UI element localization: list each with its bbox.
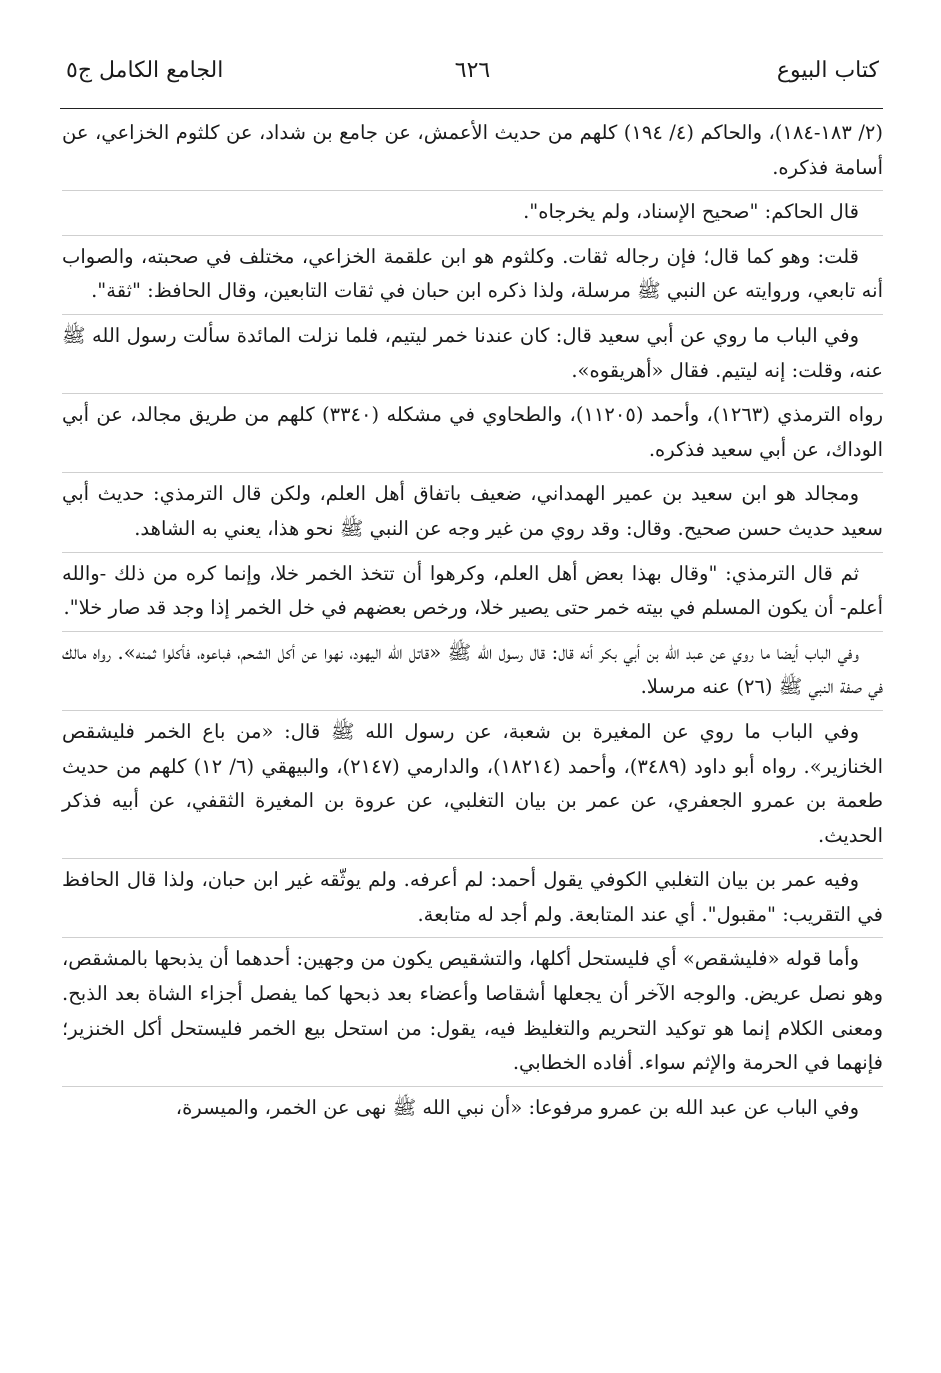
paragraph-6: ومجالد هو ابن سعيد بن عمير الهمداني، ضعيف باتفاق أهل العلم، ولكن قال الترمذي: حديث أبي سعيد حديث حسن صحيح. وقال: وقد روي من غير وجه عن النبي ﷺ نحو هذا، يعني به الشاهد. — [62, 472, 883, 546]
paragraph-11: وأما قوله «فليشقص» أي فليستحل أكلها، والتشقيص يكون من وجهين: أحدهما أن يذبحها بالمشقص، وهو نصل عريض. والوجه الآخر أن يجعلها أشقاصا وأعضاء بعد ذبحها كما يفصل أجزاء الشاة بعد الذبح. ومعنى الكلام إنما هو توكيد التحريم والتغليظ فيه، يقول: من استحل بيع الخمر فليستحل أكل الخنزير؛ فإنهما في الحرمة والإثم سواء. أفاده الخطابي. — [62, 937, 883, 1080]
paragraph-5: رواه الترمذي (١٢٦٣)، وأحمد (١١٢٠٥)، والطحاوي في مشكله (٣٣٤٠) كلهم من طريق مجالد، عن أبي الوداك، عن أبي سعيد فذكره. — [62, 393, 883, 467]
paragraph-2: قال الحاكم: "صحيح الإسناد، ولم يخرجاه". — [62, 190, 883, 230]
volume-title: الجامع الكامل ج٥ — [66, 58, 224, 83]
page-number: ٦٢٦ — [454, 58, 491, 83]
paragraph-9: وفي الباب ما روي عن المغيرة بن شعبة، عن رسول الله ﷺ قال: «من باع الخمر فليشقص الخنازير». رواه أبو داود (٣٤٨٩)، وأحمد (١٨٢١٤)، والدارمي (٢١٤٧)، والبيهقي (٦/ ١٢) كلهم من حديث طعمة بن عمرو الجعفري، عن عمر بن بيان التغلبي، عن عروة بن المغيرة الثقفي، عن أبيه فذكر الحديث. — [62, 710, 883, 853]
paragraph-12: وفي الباب عن عبد الله بن عمرو مرفوعا: «أن نبي الله ﷺ نهى عن الخمر، والميسرة، — [62, 1086, 883, 1126]
paragraph-4: وفي الباب ما روي عن أبي سعيد قال: كان عندنا خمر ليتيم، فلما نزلت المائدة سألت رسول الله ﷺ عنه، وقلت: إنه ليتيم. فقال «أهريقوه». — [62, 314, 883, 388]
book-section-title: كتاب البيوع — [776, 58, 879, 83]
page-body — [62, 116, 883, 1125]
paragraph-1: (٢/ ١٨٣-١٨٤)، والحاكم (٤/ ١٩٤) كلهم من حديث الأعمش، عن جامع بن شداد، عن كلثوم الخزاعي، عن أسامة فذكره. — [62, 121, 883, 179]
running-header — [66, 58, 879, 98]
paragraph-7: ثم قال الترمذي: "وقال بهذا بعض أهل العلم، وكرهوا أن تتخذ الخمر خلا، وإنما كره من ذلك -والله أعلم- أن يكون المسلم في بيته خمر حتى يصير خلا، ورخص بعضهم في خل الخمر إذا وجد قد صار خلا". — [62, 552, 883, 626]
paragraph-10: وفيه عمر بن بيان التغلبي الكوفي يقول أحمد: لم أعرفه. ولم يوثّقه غير ابن حبان، ولذا قال الحافظ في التقريب: "مقبول". أي عند المتابعة. ولم أجد له متابعة. — [62, 858, 883, 932]
paragraph-8: وفي الباب أيضا ما روي عن عبد الله بن أبي بكر أنه قال: قال رسول الله ﷺ «قاتل الله اليهود، نهوا عن أكل الشحم، فباعوه، فأكلوا ثمنه». رواه مالك في صفة النبي ﷺ (٢٦) عنه مرسلا. — [62, 631, 883, 705]
header-rule — [60, 108, 883, 109]
paragraph-3: قلت: وهو كما قال؛ فإن رجاله ثقات. وكلثوم هو ابن علقمة الخزاعي، مختلف في صحبته، والصواب أنه تابعي، وروايته عن النبي ﷺ مرسلة، ولذا ذكره ابن حبان في ثقات التابعين، وقال الحافظ: "ثقة". — [62, 235, 883, 309]
